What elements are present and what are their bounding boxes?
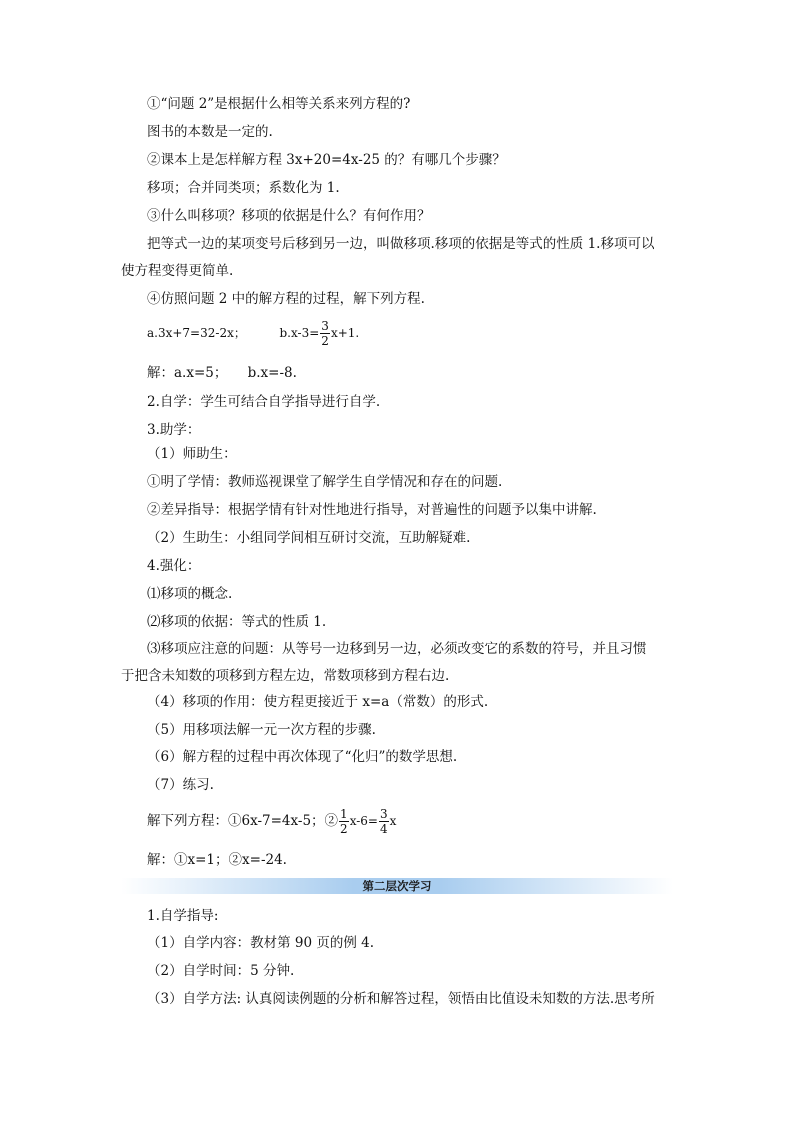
self-study-method: （3）自学方法: 认真阅读例题的分析和解答过程，领悟由比值设未知数的方法.思考所 bbox=[147, 991, 655, 1007]
answer-3-line-1: 把等式一边的某项变号后移到另一边，叫做移项.移项的依据是等式的性质 1.移项可以 bbox=[147, 236, 655, 252]
step-3-1: （1）师助生： bbox=[147, 446, 237, 462]
step-3-1b: ②差异指导：根据学情有针对性地进行指导，对普遍性的问题予以集中讲解. bbox=[147, 502, 597, 518]
banner-right-gradient bbox=[441, 878, 673, 894]
step-3-2: （2）生助生：小组同学间相互研讨交流，互助解疑难. bbox=[147, 530, 471, 546]
exercise-row bbox=[147, 806, 396, 836]
equation-a: a.3x+7=32-2x； bbox=[147, 326, 246, 340]
fraction-three-quarters: $\frac{3}{4}$ bbox=[380, 807, 388, 836]
step-2: 2.自学：学生可结合自学指导进行自学. bbox=[147, 394, 381, 410]
solution-1: 解：a.x=5； b.x=-8. bbox=[147, 365, 297, 381]
step-4-7: （7）练习. bbox=[147, 777, 214, 793]
answer-1: 图书的本数是一定的. bbox=[147, 124, 273, 140]
question-3: ③什么叫移项？移项的依据是什么？有何作用？ bbox=[147, 208, 431, 224]
section-banner bbox=[121, 878, 673, 894]
self-study-guide: 1.自学指导: bbox=[147, 908, 219, 924]
step-4-4: （4）移项的作用：使方程更接近于 x=a（常数）的形式. bbox=[147, 694, 489, 710]
banner-left-gradient bbox=[121, 878, 353, 894]
step-4-6: （6）解方程的过程中再次体现了“化归”的数学思想. bbox=[147, 749, 458, 765]
self-study-content: （1）自学内容：教材第 90 页的例 4. bbox=[147, 935, 375, 951]
equation-b-right: x+1. bbox=[330, 326, 360, 340]
fraction-three-halves: $\frac{3}{2}$ bbox=[321, 319, 329, 348]
step-4-3-line-1: ⑶移项应注意的问题：从等号一边移到另一边，必须改变它的系数的符号，并且习惯 bbox=[147, 641, 647, 657]
question-1: ①“问题 2”是根据什么相等关系来列方程的? bbox=[147, 96, 411, 112]
step-4: 4.强化： bbox=[147, 558, 201, 574]
step-4-3-line-2: 于把含未知数的项移到方程左边，常数项移到方程右边. bbox=[121, 668, 450, 684]
self-study-time: （2）自学时间：5 分钟. bbox=[147, 963, 295, 979]
equation-b-left: b.x-3= bbox=[279, 326, 320, 340]
exercise-solution: 解：①x=1；②x=-24. bbox=[147, 852, 287, 868]
exercise-middle: x-6= bbox=[349, 814, 378, 828]
step-4-1: ⑴移项的概念. bbox=[147, 586, 233, 602]
fraction-one-half: $\frac{1}{2}$ bbox=[340, 807, 348, 836]
step-4-2: ⑵移项的依据：等式的性质 1. bbox=[147, 614, 327, 630]
step-3: 3.助学： bbox=[147, 422, 201, 438]
step-3-1a: ①明了学情：教师巡视课堂了解学生自学情况和存在的问题. bbox=[147, 474, 503, 490]
question-4: ④仿照问题 2 中的解方程的过程，解下列方程. bbox=[147, 291, 425, 307]
question-2: ②课本上是怎样解方程 3x+20=4x-25 的？有哪几个步骤？ bbox=[147, 152, 506, 168]
exercise-suffix: x bbox=[389, 814, 397, 828]
answer-3-line-2: 使方程变得更简单. bbox=[121, 263, 234, 279]
exercise-prefix: 解下列方程：①6x-7=4x-5；② bbox=[147, 813, 339, 829]
equation-row bbox=[147, 318, 359, 348]
step-4-5: （5）用移项法解一元一次方程的步骤. bbox=[147, 722, 376, 738]
banner-title: 第二层次学习 bbox=[353, 878, 441, 894]
answer-2: 移项；合并同类项；系数化为 1. bbox=[147, 180, 340, 196]
